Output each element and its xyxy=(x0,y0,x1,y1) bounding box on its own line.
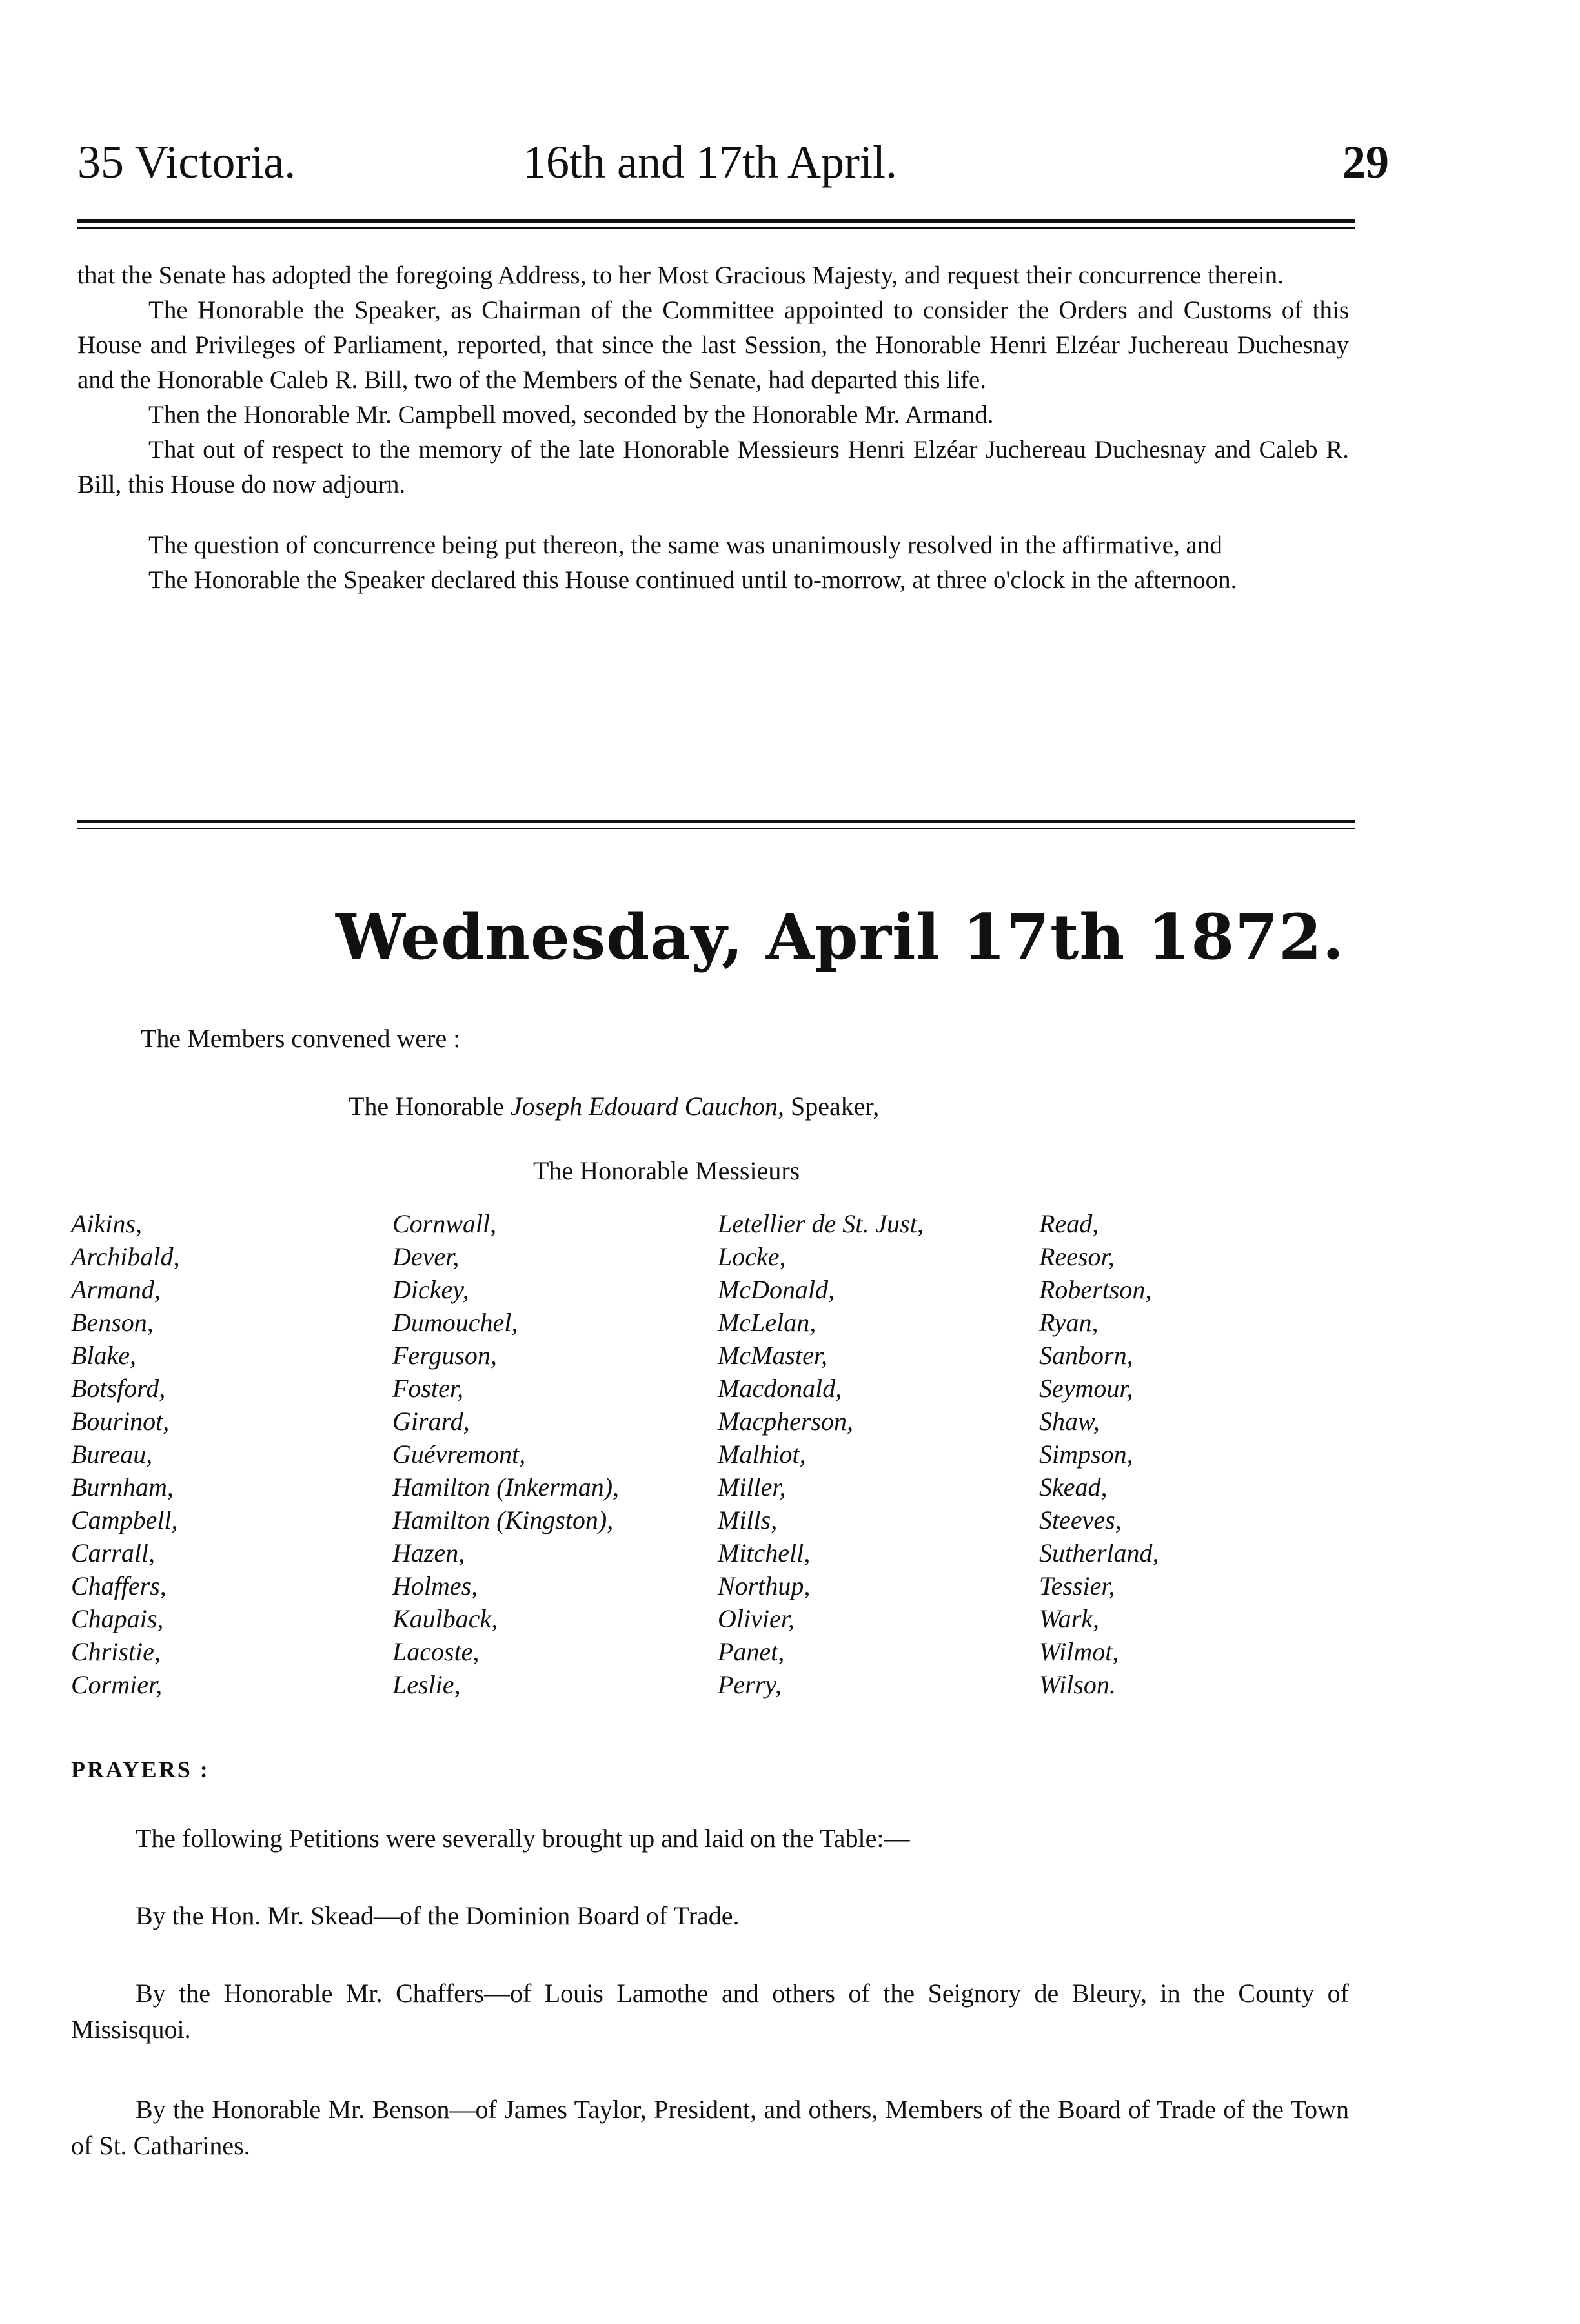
paragraph-senate-address: that the Senate has adopted the foregoing Address, to her Most Gracious Majesty, and request their concurrence therein. xyxy=(77,261,1284,289)
member-name: Botsford, xyxy=(71,1374,166,1403)
date-heading: Wednesday, April 17th 1872. xyxy=(336,901,1345,973)
member-name: Dever, xyxy=(392,1242,460,1271)
paragraph-continued: The Honorable the Speaker declared this House continued until to-morrow, at three o'clock in the afternoon. xyxy=(148,566,1237,594)
member-name: McDonald, xyxy=(718,1275,835,1304)
petition-item: By the Honorable Mr. Benson—of James Taylor, President, and others, Members of the Board of Trade of the Town of St. Catharines. xyxy=(71,2095,1349,2160)
members-column-2 xyxy=(392,1207,619,1701)
member-name: Girard, xyxy=(392,1407,470,1436)
member-name: Foster, xyxy=(392,1374,463,1403)
members-column-1 xyxy=(71,1207,180,1701)
member-name: Lacoste, xyxy=(392,1637,480,1666)
members-column-3 xyxy=(718,1207,924,1701)
member-name: Mills, xyxy=(718,1505,778,1534)
member-name: Carrall, xyxy=(71,1538,156,1567)
prayers-heading: PRAYERS : xyxy=(71,1757,210,1782)
member-name: Perry, xyxy=(718,1670,782,1699)
member-name: Armand, xyxy=(71,1275,161,1304)
member-name: Guévremont, xyxy=(392,1440,526,1469)
member-name: Wark, xyxy=(1039,1604,1099,1633)
member-name: Shaw, xyxy=(1039,1407,1100,1436)
member-name: Christie, xyxy=(71,1637,161,1666)
messieurs-label: The Honorable Messieurs xyxy=(533,1156,800,1185)
paragraph-concurrence: The question of concurrence being put thereon, the same was unanimously resolved in the affirmative, and xyxy=(148,531,1222,559)
member-name: Dickey, xyxy=(392,1275,469,1304)
speaker-suffix: , Speaker, xyxy=(778,1092,880,1121)
member-name: Simpson, xyxy=(1039,1440,1133,1469)
member-name: Cormier, xyxy=(71,1670,163,1699)
member-name: Panet, xyxy=(718,1637,785,1666)
member-name: Aikins, xyxy=(71,1209,142,1238)
member-name: Hamilton (Kingston), xyxy=(392,1505,614,1534)
member-name: Wilson. xyxy=(1039,1670,1116,1699)
member-name: Malhiot, xyxy=(718,1440,806,1469)
member-name: Ferguson, xyxy=(392,1341,497,1370)
member-name: Sanborn, xyxy=(1039,1341,1133,1370)
member-name: Olivier, xyxy=(718,1604,795,1633)
petitions-intro: The following Petitions were severally brought up and laid on the Table:— xyxy=(136,1824,910,1853)
member-name: Miller, xyxy=(718,1473,786,1502)
page-header xyxy=(77,136,1389,207)
speaker-line xyxy=(349,1091,879,1121)
members-column-4 xyxy=(1039,1207,1159,1701)
member-name: Leslie, xyxy=(392,1670,461,1699)
member-name: Read, xyxy=(1039,1209,1099,1238)
member-name: Reesor, xyxy=(1039,1242,1115,1271)
member-name: Blake, xyxy=(71,1341,137,1370)
proceedings-text xyxy=(77,258,1349,598)
petition-item: By the Honorable Mr. Chaffers—of Louis Lamothe and others of the Seignory de Bleury, in the County of Missisquoi. xyxy=(71,1979,1349,2044)
header-rule xyxy=(77,219,1355,223)
header-rule-thin xyxy=(77,227,1355,229)
header-dates: 16th and 17th April. xyxy=(523,136,897,188)
members-intro: The Members convened were : xyxy=(141,1024,461,1053)
member-name: Ryan, xyxy=(1039,1308,1099,1337)
member-name: Sutherland, xyxy=(1039,1538,1159,1567)
member-name: Tessier, xyxy=(1039,1571,1115,1600)
section-rule xyxy=(77,820,1355,823)
member-name: Macdonald, xyxy=(718,1374,842,1403)
member-name: Burnham, xyxy=(71,1473,174,1502)
page-number: 29 xyxy=(1342,136,1389,188)
member-name: Hazen, xyxy=(392,1538,465,1567)
member-name: Chaffers, xyxy=(71,1571,167,1600)
member-name: Campbell, xyxy=(71,1505,178,1534)
member-name: Steeves, xyxy=(1039,1505,1122,1534)
member-name: Seymour, xyxy=(1039,1374,1133,1403)
members-list xyxy=(71,1207,1362,1737)
member-name: Locke, xyxy=(718,1242,786,1271)
speaker-prefix: The Honorable xyxy=(349,1092,505,1121)
member-name: Holmes, xyxy=(392,1571,478,1600)
member-name: Macpherson, xyxy=(718,1407,853,1436)
speaker-name: Joseph Edouard Cauchon xyxy=(511,1092,778,1121)
member-name: Skead, xyxy=(1039,1473,1108,1502)
member-name: Hamilton (Inkerman), xyxy=(392,1473,620,1502)
member-name: Bureau, xyxy=(71,1440,153,1469)
paragraph-speaker-report: The Honorable the Speaker, as Chairman of the Committee appointed to consider the Orders and Customs of this House and Privileges of Parliament, reported, that since the last Session, the Honorable Henri Elzéar Juchereau Duchesnay and the Honorable Caleb R. Bill, two of the Members of the Senate, had departed this life. xyxy=(77,296,1349,394)
member-name: Dumouchel, xyxy=(392,1308,518,1337)
member-name: Mitchell, xyxy=(718,1538,811,1567)
member-name: Archibald, xyxy=(71,1242,180,1271)
petition-item: By the Hon. Mr. Skead—of the Dominion Board of Trade. xyxy=(136,1901,740,1930)
member-name: Wilmot, xyxy=(1039,1637,1119,1666)
member-name: Chapais, xyxy=(71,1604,164,1633)
member-name: McLelan, xyxy=(718,1308,816,1337)
member-name: Bourinot, xyxy=(71,1407,170,1436)
member-name: Kaulback, xyxy=(392,1604,498,1633)
member-name: Cornwall, xyxy=(392,1209,497,1238)
member-name: Robertson, xyxy=(1039,1275,1152,1304)
member-name: Northup, xyxy=(718,1571,811,1600)
section-rule-thin xyxy=(77,828,1355,829)
member-name: Benson, xyxy=(71,1308,154,1337)
paragraph-adjourn: That out of respect to the memory of the late Honorable Messieurs Henri Elzéar Juchereau Duchesnay and Caleb R. Bill, this House do now adjourn. xyxy=(77,436,1349,498)
member-name: McMaster, xyxy=(718,1341,827,1370)
member-name: Letellier de St. Just, xyxy=(718,1209,924,1238)
paragraph-motion: Then the Honorable Mr. Campbell moved, seconded by the Honorable Mr. Armand. xyxy=(148,401,994,429)
header-session: 35 Victoria. xyxy=(77,136,296,188)
